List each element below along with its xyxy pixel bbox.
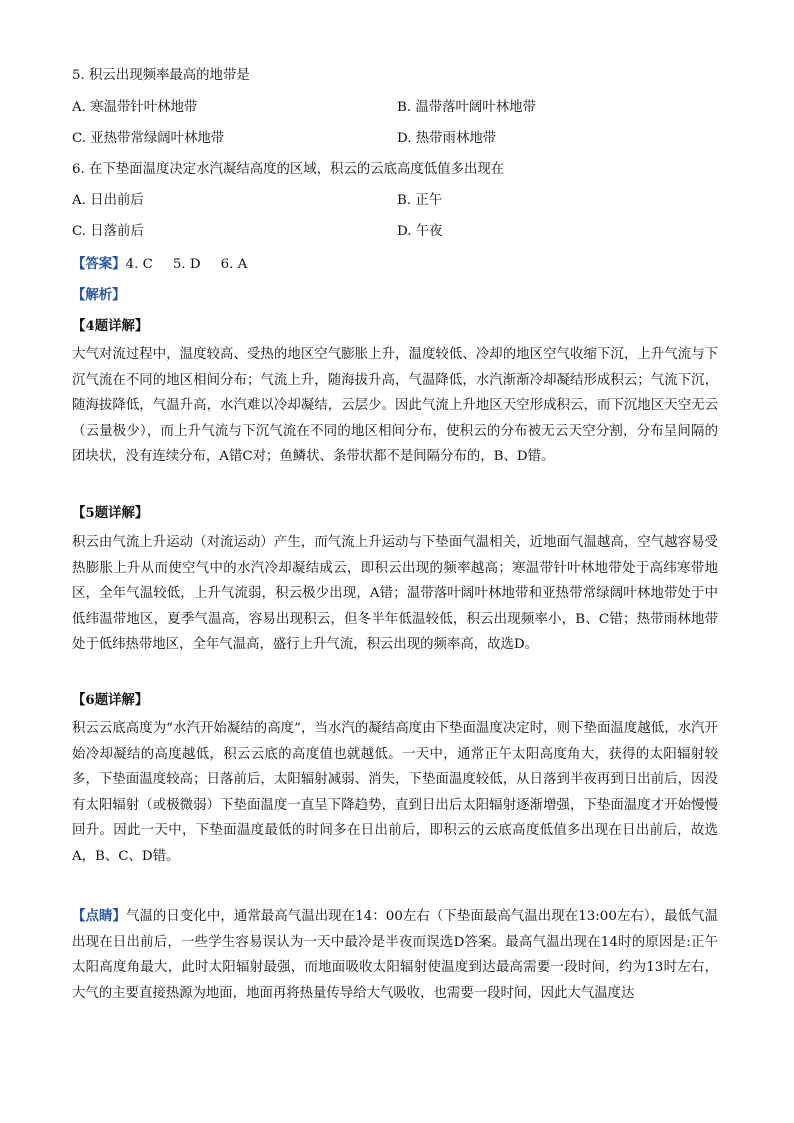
detail-4-text: 大气对流过程中，温度较高、受热的地区空气膨胀上升，温度较低、冷却的地区空气收缩下沉，上升气流与下沉气流在不同的地区相间分布；气流上升，随海拔升高，气温降低，水汽渐渐冷却凝结形成积云；气流下沉，随海拔降低，气温升高，水汽难以冷却凝结，云层少。因此气流上升地区天空形成积云，而下沉地区天空无云（云量极少），而上升气流与下沉气流在不同的地区相间分布，使积云的分布被无云天空分割，分布呈间隔的团块状，没有连续分布，A错C对；鱼鳞状、条带状都不是间隔分布的，B、D错。 (72, 347, 718, 465)
detail-5-heading: 【5题详解】 (72, 505, 149, 521)
question-5-stem: 5. 积云出现频率最高的地带是 (72, 68, 250, 83)
question-5-option-b: B. 温带落叶阔叶林地带 (397, 100, 536, 115)
question-6-option-a: A. 日出前后 (72, 193, 144, 208)
answer-item-5: 5. D (172, 257, 201, 272)
question-5-option-d: D. 热带雨林地带 (397, 131, 497, 146)
detail-4-heading: 【4题详解】 (72, 318, 149, 334)
answer-line (72, 254, 247, 275)
answer-label: 【答案】 (72, 256, 126, 272)
question-6-stem: 6. 在下垫面温度决定水汽凝结高度的区域，积云的云底高度低值多出现在 (72, 162, 505, 177)
question-5-option-c: C. 亚热带常绿阔叶林地带 (72, 131, 225, 146)
question-5-option-a: A. 寒温带针叶林地带 (72, 100, 198, 115)
detail-6-heading: 【6题详解】 (72, 692, 149, 708)
detail-6-text: 积云云底高度为“水汽开始凝结的高度”，当水汽的凝结高度由下垫面温度决定时，则下垫面温度越低，水汽开始冷却凝结的高度越低，积云云底的高度值也就越低。一天中，通常正午太阳高度角大，获得的太阳辐射较多，下垫面温度较高；日落前后，太阳辐射减弱、消失，下垫面温度较低，从日落到半夜再到日出前后，因没有太阳辐射（或极微弱）下垫面温度一直呈下降趋势，直到日出后太阳辐射逐渐增强，下垫面温度才开始慢慢回升。因此一天中，下垫面温度最低的时间多在日出前后，即积云的云底高度低值多出现在日出前后，故选A，B、C、D错。 (72, 721, 718, 864)
tip-label: 【点睛】 (72, 908, 126, 924)
question-6-option-d: D. 午夜 (397, 224, 443, 239)
analysis-label: 【解析】 (72, 287, 126, 303)
detail-5-text: 积云由气流上升运动（对流运动）产生，而气流上升运动与下垫面气温相关，近地面气温越高，空气越容易受热膨胀上升从而使空气中的水汽冷却凝结成云，即积云出现的频率越高；寒温带针叶林地带处于高纬寒带地区，全年气温较低，上升气流弱，积云极少出现，A错；温带落叶阔叶林地带和亚热带常绿阔叶林地带处于中低纬温带地区，夏季气温高，容易出现积云，但冬半年低温较低，积云出现频率小，B、C错；热带雨林地带处于低纬热带地区，全年气温高，盛行上升气流，积云出现的频率高，故选D。 (72, 535, 718, 653)
question-6-option-b: B. 正午 (397, 193, 443, 208)
answer-item-6: 6. A (220, 257, 248, 272)
answer-item-4: 4. C (125, 257, 153, 272)
tip-paragraph (72, 904, 718, 1006)
tip-text: 气温的日变化中，通常最高气温出现在14：00左右（下垫面最高气温出现在13:00左右），最低气温出现在日出前后，一些学生容易误认为一天中最冷是半夜而误选D答案。最高气温出现在14时的原因是:正午太阳高度角最大，此时太阳辐射最强，而地面吸收太阳辐射使温度到达最高需要一段时间，约为13时左右，大气的主要直接热源为地面，地面再将热量传导给大气吸收，也需要一段时间，因此大气温度达 (72, 909, 719, 1001)
question-6-option-c: C. 日落前后 (72, 224, 144, 239)
